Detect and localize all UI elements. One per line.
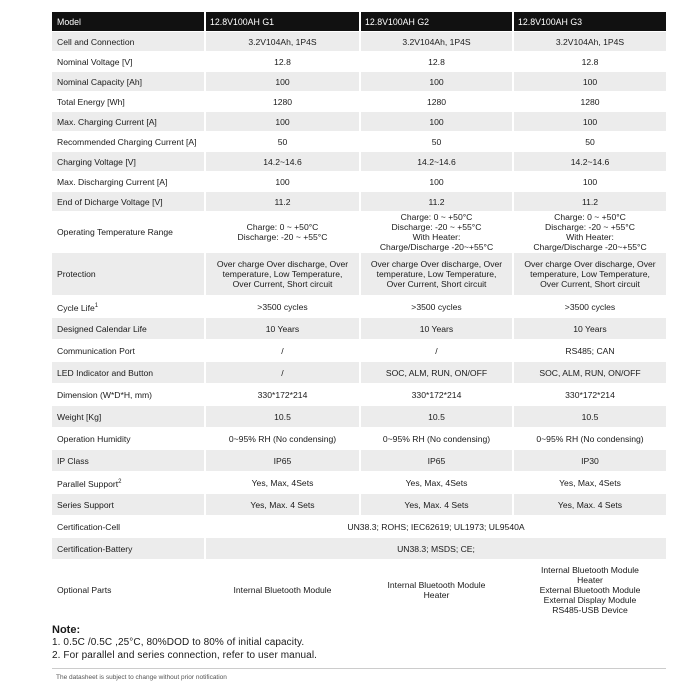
cell-line: Over Current, Short circuit bbox=[540, 279, 640, 289]
row-value-g3: Yes, Max, 4Sets bbox=[512, 472, 666, 494]
cell-line: Charge: 0 ~ +50°C bbox=[554, 212, 626, 222]
row-value-g1: / bbox=[204, 340, 359, 362]
row-value-g3: 50 bbox=[512, 132, 666, 152]
row-value-g3 bbox=[512, 253, 666, 296]
table-row bbox=[52, 132, 666, 152]
row-label-text: LED Indicator and Button bbox=[57, 367, 154, 378]
note-line: 2. For parallel and series connection, refer to user manual. bbox=[52, 649, 318, 661]
row-value-g3: 10 Years bbox=[512, 318, 666, 340]
cell-line: Over Current, Short circuit bbox=[386, 279, 487, 289]
row-label bbox=[52, 72, 204, 92]
cell-line: temperature, Low Temperature, bbox=[530, 269, 650, 279]
row-label bbox=[52, 318, 204, 340]
cell-line: Internal Bluetooth Module bbox=[541, 564, 639, 575]
cell-line: With Heater: bbox=[412, 232, 461, 242]
row-value-g2: 330*172*214 bbox=[359, 384, 512, 406]
row-value-g3: Yes, Max. 4 Sets bbox=[512, 494, 666, 516]
cell-line: Charge/Discharge -20~+55°C bbox=[533, 242, 647, 252]
cell-line: Charge/Discharge -20~+55°C bbox=[379, 242, 494, 252]
cell-line: Over Current, Short circuit bbox=[232, 279, 333, 289]
divider bbox=[52, 668, 666, 669]
row-value-g1: Yes, Max. 4 Sets bbox=[204, 494, 359, 516]
cell-line: Over charge Over discharge, Over bbox=[524, 259, 656, 269]
row-label bbox=[52, 450, 204, 472]
row-label-text: Dimension (W*D*H, mm) bbox=[57, 389, 153, 400]
row-value-g1: >3500 cycles bbox=[204, 296, 359, 318]
row-value-g3: 14.2~14.6 bbox=[512, 152, 666, 172]
row-label-text: Certification-Cell bbox=[57, 521, 121, 532]
row-label-text: Series Support bbox=[57, 499, 114, 510]
table-row bbox=[52, 152, 666, 172]
row-label bbox=[52, 172, 204, 192]
row-value-g2: Yes, Max, 4Sets bbox=[359, 472, 512, 494]
row-value-g2: 100 bbox=[359, 112, 512, 132]
row-value-g3: 100 bbox=[512, 72, 666, 92]
row-value-g2: 14.2~14.6 bbox=[359, 152, 512, 172]
row-label bbox=[52, 253, 204, 296]
row-label-text: Total Energy [Wh] bbox=[57, 96, 125, 107]
row-label bbox=[52, 428, 204, 450]
table-row bbox=[52, 516, 666, 538]
header-label: Model bbox=[52, 12, 204, 32]
table-row bbox=[52, 340, 666, 362]
row-label bbox=[52, 296, 204, 318]
cell-line: Heater bbox=[577, 574, 603, 585]
table-row bbox=[52, 72, 666, 92]
row-label bbox=[52, 406, 204, 428]
row-value-g2: 0~95% RH (No condensing) bbox=[359, 428, 512, 450]
row-label-text: Nominal Capacity [Ah] bbox=[57, 76, 143, 87]
cell-line: Over charge Over discharge, Over bbox=[216, 259, 349, 269]
row-value-g2 bbox=[359, 560, 512, 620]
row-value-g3 bbox=[512, 560, 666, 620]
row-value-g3 bbox=[512, 212, 666, 253]
table-row bbox=[52, 112, 666, 132]
cell-line: External Display Module bbox=[543, 594, 637, 605]
header-model-g1: 12.8V100AH G1 bbox=[204, 12, 359, 32]
row-value-g2: Yes, Max. 4 Sets bbox=[359, 494, 512, 516]
row-label-text: Cycle Life bbox=[57, 302, 95, 313]
row-label bbox=[52, 560, 204, 620]
row-label-text: Optional Parts bbox=[57, 584, 112, 595]
row-value-span: UN38.3; ROHS; IEC62619; UL1973; UL9540A bbox=[204, 516, 666, 538]
row-value-g3: 330*172*214 bbox=[512, 384, 666, 406]
spec-table-body bbox=[52, 12, 666, 620]
row-value-g3: SOC, ALM, RUN, ON/OFF bbox=[512, 362, 666, 384]
table-row bbox=[52, 384, 666, 406]
cell-line: Internal Bluetooth Module bbox=[233, 584, 332, 595]
row-label bbox=[52, 212, 204, 253]
cell-line: RS485-USB Device bbox=[552, 604, 628, 615]
row-label bbox=[52, 340, 204, 362]
row-label-text: End of Dicharge Voltage [V] bbox=[57, 196, 163, 207]
note-line: 1. 0.5C /0.5C ,25°C, 80%DOD to 80% of initial capacity. bbox=[52, 637, 305, 648]
footnote-marker: 1 bbox=[94, 302, 99, 309]
row-value-g1: / bbox=[204, 362, 359, 384]
row-value-g2: 100 bbox=[359, 172, 512, 192]
row-label bbox=[52, 52, 204, 72]
row-value-g2: / bbox=[359, 340, 512, 362]
row-label bbox=[52, 472, 204, 494]
row-value-g2: SOC, ALM, RUN, ON/OFF bbox=[359, 362, 512, 384]
cell-line: Charge: 0 ~ +50°C bbox=[246, 222, 319, 232]
row-value-g1 bbox=[204, 212, 359, 253]
row-label bbox=[52, 494, 204, 516]
cell-line: Over charge Over discharge, Over bbox=[370, 259, 503, 269]
row-value-g3: 100 bbox=[512, 172, 666, 192]
row-label-text: Max. Charging Current [A] bbox=[57, 116, 157, 127]
cell-line: Heater bbox=[423, 589, 450, 600]
row-label bbox=[52, 362, 204, 384]
row-label bbox=[52, 152, 204, 172]
row-label bbox=[52, 112, 204, 132]
row-value-g2: 1280 bbox=[359, 92, 512, 112]
row-label-text: Designed Calendar Life bbox=[57, 323, 147, 334]
row-value-span: UN38.3; MSDS; CE; bbox=[204, 538, 666, 560]
spec-sheet bbox=[52, 12, 666, 620]
row-value-g3: 0~95% RH (No condensing) bbox=[512, 428, 666, 450]
table-row bbox=[52, 450, 666, 472]
row-value-g2: 11.2 bbox=[359, 192, 512, 212]
cell-line: Discharge: -20 ~ +55°C bbox=[237, 232, 328, 242]
row-label bbox=[52, 32, 204, 52]
row-label-text: Protection bbox=[57, 269, 96, 279]
row-value-g3: 1280 bbox=[512, 92, 666, 112]
row-label bbox=[52, 192, 204, 212]
disclaimer-text: The datasheet is subject to change without prior notification bbox=[56, 674, 227, 681]
spec-table bbox=[52, 12, 666, 620]
table-row bbox=[52, 32, 666, 52]
row-value-g1: 100 bbox=[204, 172, 359, 192]
table-row bbox=[52, 253, 666, 296]
table-row bbox=[52, 538, 666, 560]
table-row bbox=[52, 212, 666, 253]
row-value-g3: RS485; CAN bbox=[512, 340, 666, 362]
row-value-g3: 100 bbox=[512, 112, 666, 132]
row-value-g1: IP65 bbox=[204, 450, 359, 472]
row-label-text: Certification-Battery bbox=[57, 543, 133, 554]
row-value-g1: Yes, Max, 4Sets bbox=[204, 472, 359, 494]
row-value-g1: 11.2 bbox=[204, 192, 359, 212]
row-label-text: Cell and Connection bbox=[57, 36, 135, 47]
table-row bbox=[52, 472, 666, 494]
table-row bbox=[52, 406, 666, 428]
row-value-g2 bbox=[359, 212, 512, 253]
row-label-text: Max. Discharging Current [A] bbox=[57, 176, 168, 187]
cell-line: Internal Bluetooth Module bbox=[387, 579, 486, 590]
header-model-g3: 12.8V100AH G3 bbox=[512, 12, 666, 32]
row-value-g1: 100 bbox=[204, 72, 359, 92]
row-value-g1: 14.2~14.6 bbox=[204, 152, 359, 172]
table-row bbox=[52, 318, 666, 340]
row-label bbox=[52, 538, 204, 560]
row-value-g1: 10 Years bbox=[204, 318, 359, 340]
notes-title: Note: bbox=[52, 624, 81, 636]
row-value-g1: 1280 bbox=[204, 92, 359, 112]
row-value-g2: 50 bbox=[359, 132, 512, 152]
table-row bbox=[52, 428, 666, 450]
table-row bbox=[52, 172, 666, 192]
footnote-marker: 2 bbox=[118, 478, 122, 485]
row-value-g1: 12.8 bbox=[204, 52, 359, 72]
row-value-g2: >3500 cycles bbox=[359, 296, 512, 318]
row-label bbox=[52, 132, 204, 152]
row-label-text: Weight [Kg] bbox=[57, 411, 102, 422]
row-label bbox=[52, 92, 204, 112]
row-value-g1 bbox=[204, 253, 359, 296]
row-value-g3: IP30 bbox=[512, 450, 666, 472]
row-label-text: Operating Temperature Range bbox=[57, 227, 173, 237]
cell-line: temperature, Low Temperature, bbox=[376, 269, 497, 279]
cell-line: External Bluetooth Module bbox=[539, 584, 641, 595]
cell-line: Charge: 0 ~ +50°C bbox=[400, 212, 473, 222]
table-row bbox=[52, 560, 666, 620]
row-label bbox=[52, 384, 204, 406]
row-label-text: Charging Voltage [V] bbox=[57, 156, 136, 167]
row-label-text: Operation Humidity bbox=[57, 433, 131, 444]
row-value-g3: >3500 cycles bbox=[512, 296, 666, 318]
row-value-g1: 50 bbox=[204, 132, 359, 152]
row-value-g2: IP65 bbox=[359, 450, 512, 472]
cell-line: temperature, Low Temperature, bbox=[222, 269, 343, 279]
row-label bbox=[52, 516, 204, 538]
row-label-text: Communication Port bbox=[57, 345, 135, 356]
table-row bbox=[52, 92, 666, 112]
header-model-g2: 12.8V100AH G2 bbox=[359, 12, 512, 32]
cell-line: Discharge: -20 ~ +55°C bbox=[391, 222, 482, 232]
row-value-g2: 10 Years bbox=[359, 318, 512, 340]
row-value-g3: 11.2 bbox=[512, 192, 666, 212]
row-value-g2: 12.8 bbox=[359, 52, 512, 72]
table-row bbox=[52, 52, 666, 72]
row-value-g3: 10.5 bbox=[512, 406, 666, 428]
cell-line: With Heater: bbox=[566, 232, 614, 242]
row-value-g1: 10.5 bbox=[204, 406, 359, 428]
row-value-g1: 0~95% RH (No condensing) bbox=[204, 428, 359, 450]
row-value-g1: 100 bbox=[204, 112, 359, 132]
row-value-g3: 3.2V104Ah, 1P4S bbox=[512, 32, 666, 52]
row-label-text: Nominal Voltage [V] bbox=[57, 56, 133, 67]
row-value-g1: 3.2V104Ah, 1P4S bbox=[204, 32, 359, 52]
cell-line: Discharge: -20 ~ +55°C bbox=[545, 222, 635, 232]
row-value-g2: 100 bbox=[359, 72, 512, 92]
notes-section bbox=[52, 624, 666, 662]
row-value-g3: 12.8 bbox=[512, 52, 666, 72]
row-value-g1: 330*172*214 bbox=[204, 384, 359, 406]
table-row bbox=[52, 362, 666, 384]
table-row bbox=[52, 192, 666, 212]
row-value-g1 bbox=[204, 560, 359, 620]
row-label-text: Parallel Support bbox=[57, 478, 119, 489]
row-label-text: IP Class bbox=[57, 455, 89, 466]
row-value-g2: 10.5 bbox=[359, 406, 512, 428]
table-row bbox=[52, 494, 666, 516]
table-row bbox=[52, 296, 666, 318]
row-value-g2: 3.2V104Ah, 1P4S bbox=[359, 32, 512, 52]
row-value-g2 bbox=[359, 253, 512, 296]
table-header-row bbox=[52, 12, 666, 32]
row-label-text: Recommended Charging Current [A] bbox=[57, 136, 197, 147]
